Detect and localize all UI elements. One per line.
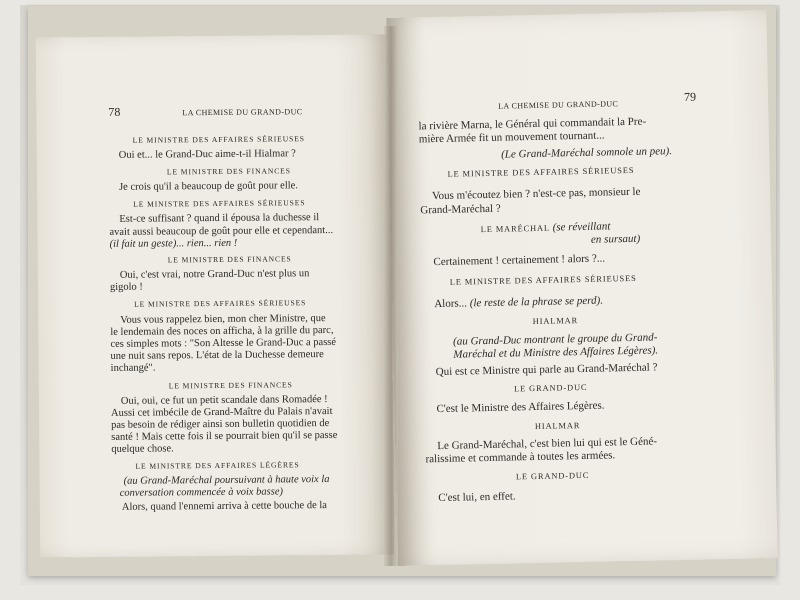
speaker-name: HIALMAR (532, 316, 579, 327)
page-number: 79 (683, 89, 697, 104)
speaker-name: LE MINISTRE DES AFFAIRES SÉRIEUSES (449, 273, 637, 287)
dialogue-line: gigolo ! (109, 281, 143, 293)
stage-direction: (il fait un geste)... rien... rien ! (109, 237, 238, 250)
dialogue-line: le lendemain des noces on afficha, à la grille du parc, (110, 324, 334, 338)
dialogue-line: Est-ce suffisant ? quand il épousa la duchesse il (119, 212, 320, 225)
open-book (28, 6, 776, 576)
speaker-name: LE MINISTRE DES FINANCES (167, 254, 292, 265)
book-gutter (384, 26, 398, 566)
dialogue-line: la rivière Marna, le Général qui commandait la Pre- (418, 115, 647, 133)
speaker-name: LE MINISTRE DES AFFAIRES SÉRIEUSES (133, 198, 306, 209)
speaker-name: LE MARÉCHAL (480, 223, 553, 235)
speaker-name: LE MINISTRE DES AFFAIRES LÉGÈRES (135, 460, 300, 471)
right-page (386, 10, 777, 566)
dialogue-text: Alors... (434, 297, 470, 311)
dialogue-line: Grand-Maréchal ? (420, 202, 501, 217)
dialogue-line: pas besoin de rédiger ainsi son bulletin quotidien de (111, 418, 330, 431)
dialogue-line: inchangé". (110, 362, 156, 374)
dialogue-line: ces simples mots : "Son Altesse le Grand-Duc a passé (110, 336, 337, 350)
stage-direction: en sursaut) (590, 232, 641, 246)
dialogue-line: Vous vous rappelez bien, mon cher Ministre, que (120, 313, 326, 326)
dialogue-line: Oui, c'est vrai, notre Grand-Duc n'est plus un (119, 268, 310, 281)
speaker-name: LE GRAND-DUC (514, 382, 588, 394)
dialogue-line: avait aussi beaucoup de goût pour elle et cependant... (109, 224, 334, 238)
speaker-name: LE GRAND-DUC (515, 470, 590, 482)
speaker-name: LE MINISTRE DES AFFAIRES SÉRIEUSES (447, 165, 635, 179)
running-head: LA CHEMISE DU GRAND-DUC (182, 107, 303, 118)
dialogue-line (434, 296, 603, 311)
stage-direction: (au Grand-Duc montrant le groupe du Grand- (452, 331, 658, 348)
dialogue-line: C'est lui, en effet. (438, 490, 516, 505)
dialogue-line: Aussi cet imbécile de Grand-Maître du Palais n'avait (110, 405, 333, 419)
dialogue-line: C'est le Ministre des Affaires Légères. (436, 399, 605, 416)
dialogue-line: santé ! Mais cette fois il se pourrait bien qu'il se passe (111, 429, 338, 443)
dialogue-line: Certainement ! certainement ! alors ?... (433, 252, 606, 269)
stage-direction: conversation commencée à voix basse) (119, 486, 284, 499)
page-number: 78 (108, 104, 121, 119)
speaker-name: LE MINISTRE DES FINANCES (168, 380, 293, 391)
stage-direction: Maréchal et du Ministre des Affaires Légères). (453, 344, 659, 361)
dialogue-line: ralissime et commande à toutes les armées. (425, 449, 616, 466)
speaker-name: LE MINISTRE DES AFFAIRES SÉRIEUSES (134, 298, 307, 309)
dialogue-line: Le Grand-Maréchal, c'est bien lui qui est le Géné- (437, 435, 658, 453)
stage-direction: (Le Grand-Maréchal somnole un peu). (501, 145, 673, 161)
speaker-name: LE MINISTRE DES AFFAIRES SÉRIEUSES (132, 134, 305, 145)
dialogue-line: Oui et... le Grand-Duc aime-t-il Hialmar ? (118, 148, 296, 161)
left-page (36, 34, 395, 557)
running-head: LA CHEMISE DU GRAND-DUC (498, 99, 619, 111)
speaker-name: HIALMAR (534, 421, 581, 432)
stage-direction: (le reste de la phrase se perd). (469, 294, 604, 310)
dialogue-line: mière Armée fit un mouvement tournant... (418, 129, 605, 146)
dialogue-line: quelque chose. (111, 443, 174, 455)
dialogue-line: Je crois qu'il a beaucoup de goût pour elle. (119, 180, 298, 193)
dialogue-line: Qui est ce Ministre qui parle au Grand-Maréchal ? (435, 361, 658, 379)
dialogue-line: une nuit sans repos. L'état de la Duchesse demeure (110, 349, 324, 362)
stage-direction: (se réveillant (552, 220, 611, 234)
dialogue-line: Alors, quand l'ennemi arriva à cette bouche de la (121, 500, 327, 513)
speaker-name: LE MINISTRE DES FINANCES (166, 166, 291, 177)
stage-direction: (au Grand-Maréchal poursuivant à haute voix la (123, 474, 330, 487)
dialogue-line: Vous m'écoutez bien ? n'est-ce pas, monsieur le (431, 185, 641, 203)
dialogue-line: Oui, oui, ce fut un petit scandale dans Romadée ! (120, 394, 328, 407)
